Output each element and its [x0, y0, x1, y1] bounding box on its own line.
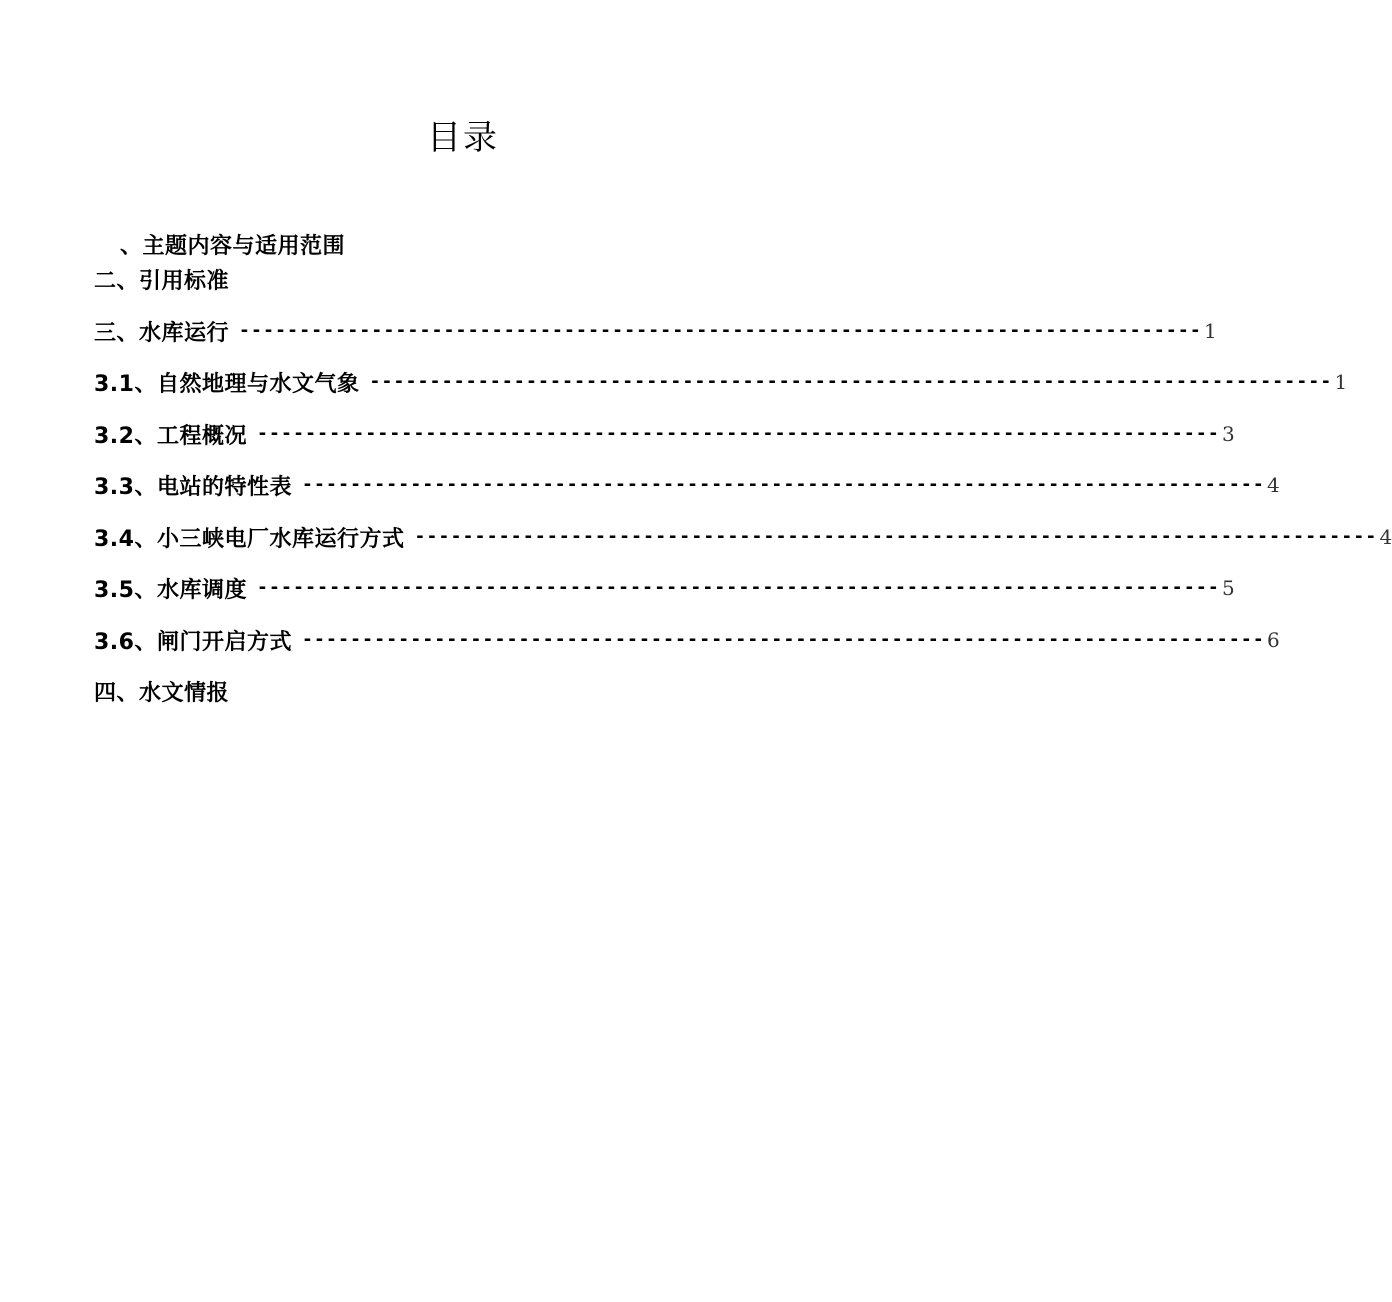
toc-page-number: 1 [1203, 319, 1217, 343]
toc-page-number: 4 [1379, 525, 1392, 549]
toc-entry-reservoir-operation [94, 315, 1217, 347]
toc-entry-gate-opening [94, 624, 1280, 656]
toc-entry-geography-hydrology [94, 366, 1348, 398]
dash-leader: -------------------------------------------------------------------------------- [369, 371, 1333, 392]
toc-entry-label: 3.2、工程概况 [94, 423, 247, 449]
toc-entry-label: 3.3、电站的特性表 [94, 474, 292, 500]
toc-entry-reservoir-dispatch [94, 572, 1235, 604]
toc-entry-label: 3.5、水库调度 [94, 577, 247, 603]
dash-leader: -------------------------------------------------------------------------------- [414, 526, 1378, 547]
toc-entry-scope [120, 228, 800, 260]
toc-page-number: 6 [1266, 628, 1280, 652]
toc-page-number: 5 [1221, 576, 1235, 600]
dash-leader: -------------------------------------------------------------------------------- [256, 423, 1220, 444]
dash-leader: -------------------------------------------------------------------------------- [239, 320, 1202, 341]
toc-entry-label: 3.1、自然地理与水文气象 [94, 371, 360, 397]
toc-entry-label: 四、水文情报 [94, 680, 230, 706]
toc-entry-operation-mode [94, 521, 1392, 553]
toc-entry-label: 、主题内容与适用范围 [120, 233, 346, 259]
dash-leader: -------------------------------------------------------------------------------- [301, 474, 1265, 495]
toc-entry-station-characteristics [94, 469, 1280, 501]
toc-entry-label: 3.6、闸门开启方式 [94, 629, 292, 655]
toc-entry-label: 三、水库运行 [94, 320, 230, 346]
toc-title: 目录 [427, 118, 499, 158]
dash-leader: -------------------------------------------------------------------------------- [256, 577, 1220, 598]
toc-page-number: 1 [1334, 370, 1348, 394]
toc-page-number: 3 [1221, 422, 1235, 446]
toc-entry-references [94, 263, 774, 295]
toc-entry-label: 二、引用标准 [94, 268, 230, 294]
dash-leader: -------------------------------------------------------------------------------- [301, 629, 1265, 650]
toc-entry-hydrological-info [94, 675, 774, 707]
toc-entry-label: 3.4、小三峡电厂水库运行方式 [94, 526, 405, 552]
toc-page-number: 4 [1266, 473, 1280, 497]
toc-entry-project-overview [94, 418, 1235, 450]
